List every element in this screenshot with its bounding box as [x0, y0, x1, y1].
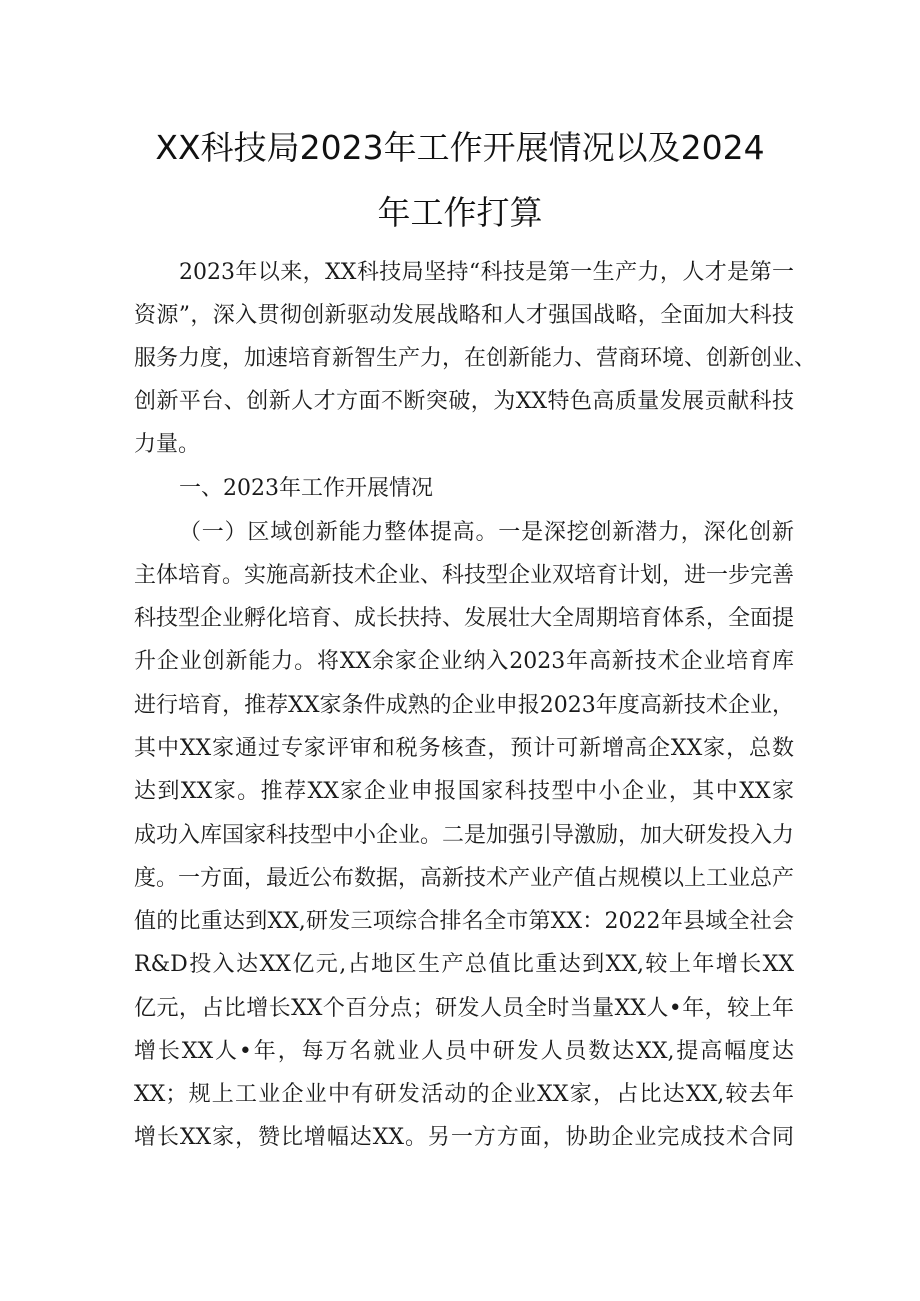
- section1-line-5: 进行培育，推荐XX家条件成熟的企业申报2023年度高新技术企业，: [134, 693, 794, 718]
- section1-line-9: 度。一方面，最近公布数据，高新技术产业产值占规模以上工业总产: [134, 866, 795, 891]
- section1-line-14: XX；规上工业企业中有研发活动的企业XX家，占比达XX,较去年: [134, 1082, 794, 1107]
- section1-line-13: 增长XX人•年，每万名就业人员中研发人员数达XX,提高幅度达: [134, 1039, 794, 1064]
- document-title-line-1: XX科技局2023年工作开展情况以及2024: [155, 128, 765, 167]
- section-heading: 一、2023年工作开展情况: [179, 476, 433, 501]
- section1-line-4: 升企业创新能力。将XX余家企业纳入2023年高新技术企业培育库: [134, 649, 794, 674]
- intro-line-1: 2023年以来，XX科技局坚持“科技是第一生产力，人才是第一: [179, 260, 794, 285]
- section1-line-12: 亿元，占比增长XX个百分点；研发人员全时当量XX人•年，较上年: [134, 996, 794, 1021]
- section1-line-7: 达到XX家。推荐XX家企业申报国家科技型中小企业，其中XX家: [134, 779, 794, 804]
- section1-line-15: 增长XX家，赞比增幅达XX。另一方方面，协助企业完成技术合同: [134, 1125, 794, 1150]
- intro-line-3: 服务力度，加速培育新智生产力，在创新能力、营商环境、创新创业、: [134, 346, 817, 371]
- document-title-line-2: 年工作打算: [377, 193, 543, 232]
- section1-line-6: 其中XX家通过专家评审和税务核查，预计可新增高企XX家，总数: [134, 736, 794, 761]
- section1-line-8: 成功入库国家科技型中小企业。二是加强引导激励，加大研发投入力: [134, 823, 795, 848]
- intro-line-4: 创新平台、创新人才方面不断突破，为XX特色高质量发展贡献科技: [134, 389, 794, 414]
- section1-line-3: 科技型企业孵化培育、成长扶持、发展壮大全周期培育体系，全面提: [134, 606, 795, 631]
- section1-line-2: 主体培育。实施高新技术企业、科技型企业双培育计划，进一步完善: [134, 563, 795, 588]
- intro-line-5: 力量。: [134, 432, 201, 457]
- section1-line-11: R&D投入达XX亿元,占地区生产总值比重达到XX,较上年增长XX: [134, 952, 794, 977]
- section1-line-1: （一）区域创新能力整体提高。一是深挖创新潜力，深化创新: [179, 520, 794, 545]
- section1-line-10: 值的比重达到XX,研发三项综合排名全市第XX：2022年县域全社会: [134, 909, 794, 934]
- intro-line-2: 资源”，深入贯彻创新驱动发展战略和人才强国战略，全面加大科技: [134, 303, 794, 328]
